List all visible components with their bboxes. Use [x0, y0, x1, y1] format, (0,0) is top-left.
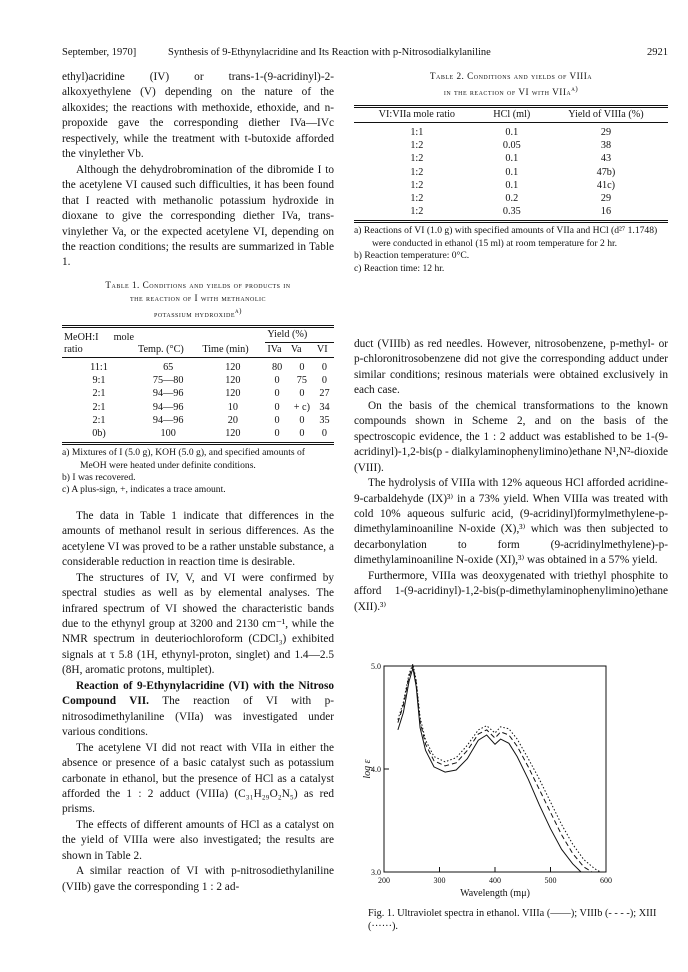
table-cell: 94—96 — [152, 388, 184, 400]
x-axis-label: Wavelength (mμ) — [460, 888, 530, 899]
paragraph: On the basis of the chemical transformations to the known compounds shown in Scheme 2, and on the basis of the spectroscopic evidence, the 1 : 2 adduct was established to be 1-(9-acridinyl)-1,2-bis(p - dialkylaminophenylimino)ethane N¹,N²-dioxide (VIII). — [354, 399, 668, 474]
col-header: VI — [316, 343, 328, 355]
caption-line — [354, 83, 668, 99]
table-cell: 0 — [299, 414, 305, 426]
x-tick-label: 200 — [378, 876, 390, 885]
caption-line — [62, 305, 334, 321]
table-cell: 2:1 — [92, 414, 106, 426]
table-row — [354, 166, 668, 179]
table-cell: + c) — [293, 401, 310, 413]
y-tick-label: 3.0 — [371, 868, 381, 877]
table-cell: 2:1 — [92, 388, 106, 400]
table-cell: 100 — [160, 427, 176, 439]
table-cell: 0 — [321, 361, 327, 373]
table-cell: 1:2 — [410, 140, 424, 152]
table-cell: 2:1 — [92, 401, 106, 413]
table-cell: 94—96 — [152, 414, 184, 426]
table-row — [62, 374, 334, 387]
y-tick-label: 5.0 — [371, 662, 381, 671]
table-cell: 0.1 — [505, 153, 519, 165]
paragraph: duct (VIIIb) as red needles. However, nitrosobenzene, p-methyl- or p-chloronitrosobenzene did not give the corresponding adduct under similar conditions; resinous materials were obtained exclusively in each case. — [354, 338, 668, 397]
table-cell: 1:1 — [410, 127, 424, 139]
header-title: Synthesis of 9-Ethynylacridine and Its Reaction with p-Nitrosodialkylaniline — [168, 47, 491, 58]
paragraph: The acetylene VI did not react with VIIa in either the absence or presence of a basic catalyst such as potassium carbonate in ethanol, but the presence of HCl as a catalyst afforded the 1 : 2 adduct (VIIIa) (C₃₁H₂₉O₂N₅) as red prisms. — [62, 741, 334, 816]
table-cell: 0b) — [92, 427, 106, 439]
y-tick-label: 4.0 — [371, 765, 381, 774]
col-header: VI:VIIa mole ratio — [378, 109, 456, 121]
table-cell: 0 — [299, 388, 305, 400]
table-row — [62, 387, 334, 400]
table-cell: 0 — [299, 427, 305, 439]
table-row — [62, 401, 334, 414]
table-cell: 0.1 — [505, 179, 519, 191]
series-line-solid — [398, 668, 581, 872]
table-row — [354, 152, 668, 165]
table-cell: 0.35 — [502, 206, 521, 218]
table-cell: 29 — [600, 127, 612, 139]
table-cell: 20 — [227, 414, 238, 426]
running-header — [62, 47, 668, 61]
table-2 — [354, 70, 668, 275]
caption-text: potassium hydroxide — [154, 308, 236, 319]
series-line-dashed — [398, 666, 592, 872]
table-cell: 29 — [600, 193, 612, 205]
paragraph: ethyl)acridine (IV) or trans-1-(9-acridinyl)-2-alkoxyethylene (V) depending on the nature of the alkoxides; the reactions with methoxide, ethoxide, and n-propoxide gave the corresponding diether IVa—IVc respectively, while the treatment with t-butoxide afforded the vinylether Vb. — [62, 71, 334, 161]
table-cell: 75—80 — [152, 375, 184, 387]
table-row — [62, 361, 334, 374]
table-row — [354, 139, 668, 152]
table-cell: 0.05 — [502, 140, 521, 152]
table-cell: 80 — [271, 361, 283, 373]
table-rule — [354, 220, 668, 223]
table-cell: 120 — [225, 388, 241, 400]
table-cell: 0.2 — [505, 193, 519, 205]
header-date: September, 1970] — [62, 47, 137, 58]
table-1 — [62, 279, 334, 497]
y-axis-label: log ε — [362, 759, 373, 779]
table-cell: 0 — [274, 388, 280, 400]
table-cell: 11:1 — [90, 361, 108, 373]
paragraph: The hydrolysis of VIIIa with 12% aqueous HCl afforded acridine-9-carbaldehyde (IX)³⁾ in a 73% yield. When VIIIa was treated with cold 10% aqueous sulfuric acid, (9-acridinyl)formylmethylene-p-dimethylaminoaniline N-oxide (X),³⁾ which was then subjected to decarbonylation to form (9-acridinylmethylene)-p-dimethylaminoaniline N-oxide (XI),³⁾ was obtained in a 57% yield. — [354, 477, 668, 567]
col-header: Va — [290, 343, 302, 355]
uv-spectrum-figure — [360, 660, 666, 910]
col-header: MeOH:I mole ratio — [64, 331, 134, 355]
table-cell: 41c) — [596, 179, 615, 191]
table-footnote: b) Reaction temperature: 0°C. — [354, 250, 470, 262]
paragraph: A similar reaction of VI with p-nitrosodiethylaniline (VIIb) gave the corresponding 1 : 2 ad- — [62, 865, 334, 893]
table-cell: 0 — [321, 427, 327, 439]
table-cell: 38 — [600, 140, 612, 152]
paragraph: Furthermore, VIIIa was deoxygenated with triethyl phosphite to afford 1-(9-acridinyl)-1,2-bis(p-dimethylaminophenylimino)ethane (XII).³⁾ — [354, 569, 668, 613]
col-header: Yield of VIIIa (%) — [568, 109, 644, 121]
right-column — [354, 337, 668, 615]
table-cell: 34 — [319, 401, 330, 413]
x-tick-label: 400 — [489, 876, 501, 885]
col-header: IVa — [267, 343, 282, 355]
table-cell: 1:2 — [410, 193, 424, 205]
table-cell: 35 — [319, 414, 330, 426]
caption-footnote-mark: a) — [235, 306, 242, 315]
paragraph-text: The reaction of VI with p-nitrosodimethylaniline (VIIa) was investigated under various conditions. — [62, 695, 334, 739]
table-cell: 16 — [600, 206, 612, 218]
col-header: Yield (%) — [265, 328, 334, 343]
uv-spectrum-chart — [360, 660, 666, 910]
table-row — [354, 126, 668, 139]
table-row — [354, 205, 668, 218]
table-row — [354, 192, 668, 205]
table-footnote: a) Reactions of VI (1.0 g) with specified amounts of VIIa and HCl (d²⁷ 1.1748) were conducted in ethanol (15 ml) at room temperature for 2 hr. — [354, 225, 658, 249]
table-2-notes — [354, 225, 668, 275]
section-heading: Reaction of 9-Ethynylacridine (VI) with the Nitroso Compound VII. — [62, 679, 334, 708]
table-cell: 0 — [274, 414, 280, 426]
table-cell: 0 — [274, 427, 280, 439]
table-cell: 1:2 — [410, 179, 424, 191]
table-cell: 9:1 — [92, 375, 106, 387]
table-row — [354, 179, 668, 192]
paragraph: The effects of different amounts of HCl as a catalyst on the yield of VIIIa were also investigated; the results are shown in Table 2. — [62, 818, 334, 862]
col-header: Temp. (°C) — [138, 343, 184, 355]
table-2-caption — [354, 70, 668, 99]
table-cell: 27 — [319, 388, 330, 400]
table-cell: 65 — [163, 361, 174, 373]
table-cell: 1:2 — [410, 153, 424, 165]
paragraph: The structures of IV, V, and VI were confirmed by spectral studies as well as by elemental analyses. The infrared spectrum of VI showed the characteristic bands due to the ethynyl group at 3200 and 2130 cm⁻¹, while the NMR spectrum in deuteriochloroform (CDCl₃) exhibited signals at τ 5.8 (1H, ethynyl-proton, singlet) and 1.4—2.5 (8H, aromatic protons, multiplet). — [62, 571, 334, 677]
table-cell: 1:2 — [410, 166, 424, 178]
paragraph: Although the dehydrobromination of the dibromide I to the acetylene VI caused such difficulties, it has been found that I reacted with methanolic potassium hydroxide in dioxane to give the corresponding diether IVa, trans-vinylether Va, or the expected acetylene VI, depending on the reaction conditions; the results are summarized in Table 1. — [62, 163, 334, 269]
table-cell: 0 — [274, 375, 280, 387]
table-footnote: a) Mixtures of I (5.0 g), KOH (5.0 g), and specified amounts of MeOH were heated under definite conditions. — [62, 447, 305, 471]
caption-line: Table 2. Conditions and yields of VIIIa — [429, 71, 593, 81]
col-header: HCl (ml) — [493, 109, 531, 121]
x-tick-label: 600 — [600, 876, 612, 885]
x-tick-label: 300 — [433, 876, 446, 885]
table-cell: 0 — [299, 361, 305, 373]
table-cell: 75 — [296, 375, 307, 387]
paragraph — [62, 679, 334, 741]
caption-footnote-mark: a) — [571, 85, 579, 93]
caption-text: in the reaction of VI with VIIa — [443, 87, 572, 98]
table-cell: 0.1 — [505, 127, 519, 139]
paragraph: The data in Table 1 indicate that differences in the amounts of methanol result in serious differences. As the acetylene VI was proved to be a rather unstable substance, a considerable reduction in reaction time is desirable. — [62, 509, 334, 569]
table-1-caption — [62, 279, 334, 321]
table-2-grid — [354, 108, 668, 218]
table-cell: 43 — [600, 153, 612, 165]
table-row — [62, 414, 334, 427]
table-cell: 0 — [274, 401, 280, 413]
table-footnote: b) I was recovered. — [62, 471, 136, 483]
series-line-dotted — [398, 664, 601, 872]
table-cell: 0.1 — [505, 166, 519, 178]
table-cell: 0 — [321, 375, 327, 387]
table-1-notes — [62, 447, 334, 497]
table-footnote: c) A plus-sign, +, indicates a trace amount. — [62, 484, 226, 496]
caption-line: the reaction of I with methanolic — [129, 292, 267, 303]
table-cell: 1:2 — [410, 206, 424, 218]
table-cell: 120 — [225, 361, 241, 373]
col-header: Time (min) — [202, 343, 249, 355]
table-cell: 120 — [225, 427, 241, 439]
table-rule — [62, 442, 334, 445]
x-tick-label: 500 — [544, 876, 557, 885]
table-cell: 94—96 — [152, 401, 184, 413]
figure-caption: Fig. 1. Ultraviolet spectra in ethanol. VIIIa (——); VIIIb (- - - -); XIII (······). — [368, 908, 657, 932]
table-footnote: c) Reaction time: 12 hr. — [354, 262, 445, 274]
table-row — [62, 427, 334, 440]
table-cell: 120 — [225, 375, 241, 387]
caption-line: Table 1. Conditions and yields of products in — [105, 279, 291, 290]
table-cell: 10 — [227, 401, 238, 413]
page-number: 2921 — [647, 47, 668, 58]
left-column — [62, 70, 334, 895]
table-1-grid — [62, 328, 334, 440]
table-cell: 47b) — [596, 166, 616, 178]
